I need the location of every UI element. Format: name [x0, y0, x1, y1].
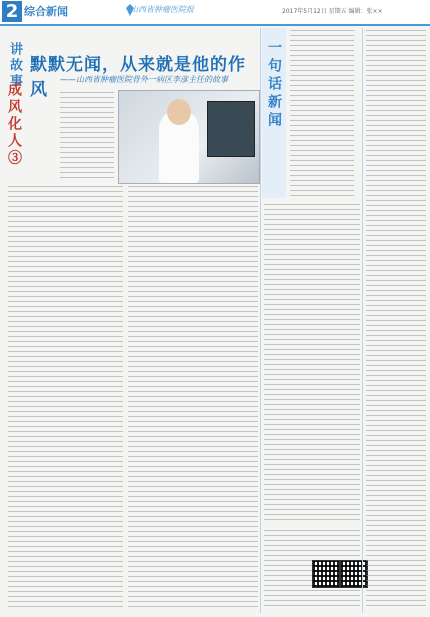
qr-code-left	[312, 560, 340, 588]
news-items-top	[290, 30, 354, 200]
article-body-col1	[8, 186, 123, 611]
newspaper-name: 山西省肿瘤医院报	[130, 5, 194, 14]
article-title: 默默无闻，从来就是他的作风	[30, 55, 246, 100]
far-right-text	[366, 30, 426, 610]
article-subtitle: ——山西省肿瘤医院骨外一病区李彦主任的故事	[60, 75, 228, 84]
news-section-title: 一句话新闻	[266, 40, 282, 130]
issue-date: 2017年5月12日 星期五 编辑：张××	[282, 8, 383, 15]
doctor-photo	[118, 90, 260, 184]
page-number: 2	[2, 1, 22, 22]
column-divider-right	[362, 28, 363, 613]
article-intro-text	[60, 92, 114, 180]
qr-code-right	[340, 560, 368, 588]
news-items-list	[264, 204, 360, 524]
column-divider	[260, 28, 261, 613]
section-title: 综合新闻	[24, 5, 68, 18]
series-label-number: 成风化人③	[6, 82, 22, 167]
series-label: 讲故事	[7, 42, 22, 90]
article-body-col2	[128, 186, 258, 611]
